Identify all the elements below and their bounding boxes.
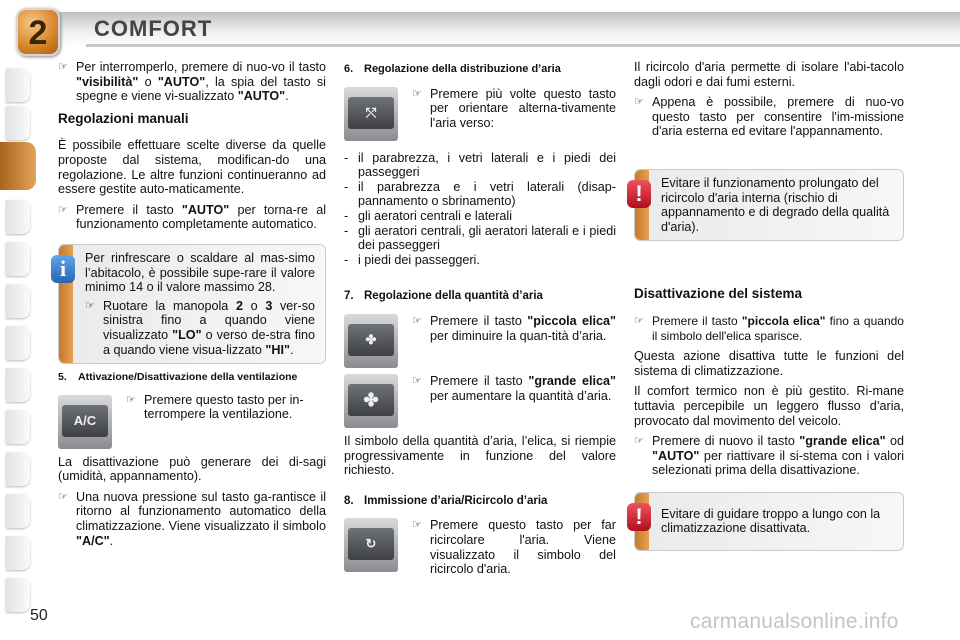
chapter-tab[interactable]: [6, 368, 30, 402]
hand-pointer-icon: ☞: [58, 490, 68, 503]
instruction-row: [344, 87, 616, 141]
list-item: - il parabrezza, i vetri laterali e i piedi dei passeggeri: [344, 150, 616, 180]
column-1: [58, 60, 326, 554]
chapter-tab[interactable]: [6, 536, 30, 570]
small-fan-icon: ✤: [348, 324, 394, 356]
info-icon: i: [51, 255, 75, 283]
subsection-heading: 5. Attivazione/Disattivazione della ventilazione: [58, 371, 298, 384]
warning-icon: !: [627, 180, 651, 208]
bullet-item: ☞ Premere il tasto "grande elica" per aumentare la quantità d’aria.: [412, 373, 616, 403]
bullet-item: ☞ Una nuova pressione sul tasto ga-rantisce il ritorno al funzionamento automatico della climatizzazione. Viene visualizzato il simbolo "A/C".: [58, 489, 326, 548]
bullet-item: ☞ Premere questo tasto per in-terrompere la ventilazione.: [126, 392, 304, 422]
chapter-tab[interactable]: [6, 452, 30, 486]
chapter-badge: 2: [16, 8, 60, 56]
page-title: COMFORT: [94, 16, 213, 41]
bullet-item: ☞ Premere il tasto "piccola elica" per diminuire la quan-tità d’aria.: [412, 313, 616, 343]
instruction-row: [344, 314, 616, 368]
warning-icon: !: [627, 503, 651, 531]
list-item: - gli aeratori centrali, gli aeratori laterali e i piedi dei passeggeri: [344, 223, 616, 253]
bullet-item: ☞ Premere più volte questo tasto per orientare alterna-tivamente l'aria verso:: [412, 86, 616, 130]
section-heading: Regolazioni manuali: [58, 110, 189, 126]
hand-pointer-icon: ☞: [126, 393, 136, 406]
recirculation-button[interactable]: [344, 518, 398, 572]
subsection-heading: 8. Immissione d’aria/Ricircolo d’aria: [344, 494, 548, 507]
recirculation-icon: ↻: [348, 528, 394, 560]
chapter-tab-active[interactable]: [0, 142, 36, 190]
hand-pointer-icon: ☞: [58, 61, 68, 73]
column-3: [634, 60, 904, 557]
instruction-row: [344, 374, 616, 428]
info-box: i Per rinfrescare o scaldare al mas-simo l’abitacolo, è possibile supe-rare il valore minimo 14 o il valore massimo 28. ☞ Ruotare la manopola 2 o 3 ver-so sinistra fino a quando viene visualizzato "LO" o verso de-stra fino a quando viene visua-lizzato "HI".: [58, 244, 326, 364]
instruction-row: [344, 518, 616, 582]
ac-button[interactable]: A/C: [58, 395, 112, 449]
bullet-item: ☞ Premere il tasto "AUTO" per torna-re al funzionamento completamente automatico.: [58, 202, 326, 232]
hand-pointer-icon: ☞: [634, 435, 644, 448]
large-fan-icon: ✤: [348, 384, 394, 416]
paragraph: La disattivazione può generare dei di-sagi (umidità, appannamento).: [58, 454, 326, 484]
bullet-item: ☞ Ruotare la manopola 2 o 3 ver-so sinistra fino a quando viene visualizzato "LO" o verso de-stra fino a quando viene visua-lizzato "HI".: [85, 298, 315, 357]
list-item: - i piedi dei passeggeri.: [344, 252, 480, 267]
list-item: - il parabrezza e i vetri laterali (disap-pannamento o sbrinamento): [344, 179, 616, 209]
bullet-item: ☞ Per interromperlo, premere di nuo-vo il tasto "visibilità" o "AUTO", la spia del tasto si spegne e viene vi-sualizzato "AUTO".: [58, 60, 326, 104]
page-header: [0, 0, 960, 52]
bullet-item: ☞ Premere di nuovo il tasto "grande elica" od "AUTO" per riattivare il si-stema con i valori selezionati prima della disattivazione.: [634, 434, 904, 478]
column-2: [344, 60, 616, 589]
subsection-heading: 6. Regolazione della distribuzione d’aria: [344, 63, 561, 75]
paragraph: Il simbolo della quantità d’aria, l’elica, si riempie progressivamente in funzione del valore richiesto.: [344, 433, 616, 478]
section-heading: Disattivazione del sistema: [634, 286, 803, 302]
paragraph: Questa azione disattiva tutte le funzioni del sistema di climatizzazione.: [634, 349, 904, 378]
distribution-list: [344, 151, 616, 268]
air-distribution-icon: ⤲: [348, 97, 394, 129]
chapter-tab[interactable]: [6, 68, 30, 102]
hand-pointer-icon: ☞: [85, 299, 95, 312]
hand-pointer-icon: ☞: [412, 519, 422, 532]
paragraph: Il ricircolo d'aria permette di isolare l'abi-tacolo dagli odori e dai fumi esterni.: [634, 60, 904, 89]
warning-box: ! Evitare il funzionamento prolungato del ricircolo d'aria interna (rischio di appannamento e di degrado della qualità d'aria).: [634, 169, 904, 241]
hand-pointer-icon: ☞: [634, 96, 644, 109]
chapter-tab[interactable]: [6, 242, 30, 276]
hand-pointer-icon: ☞: [412, 87, 422, 100]
watermark: carmanualsonline.info: [690, 610, 899, 633]
hand-pointer-icon: ☞: [412, 314, 422, 327]
chapter-tabs: [0, 58, 36, 618]
hand-pointer-icon: ☞: [634, 314, 644, 327]
large-fan-button[interactable]: [344, 374, 398, 428]
bullet-item: ☞ Premere questo tasto per far ricircolare l'aria. Viene visualizzato il simbolo del ricircolo d'aria.: [412, 518, 616, 577]
small-fan-button[interactable]: [344, 314, 398, 368]
list-item: - gli aeratori centrali e laterali: [344, 208, 512, 223]
chapter-tab[interactable]: [6, 200, 30, 234]
bullet-item: ☞ Premere il tasto "piccola elica" fino a quando il simbolo dell'elica sparisce.: [634, 313, 904, 343]
air-distribution-button[interactable]: [344, 87, 398, 141]
subsection-heading: 7. Regolazione della quantità d’aria: [344, 290, 543, 303]
paragraph: Il comfort termico non è più gestito. Ri-mane tuttavia percepibile un leggero flusso d’aria, provocato dal movimento del veicolo.: [634, 384, 904, 428]
page-number: 50: [30, 607, 48, 624]
chapter-tab[interactable]: [6, 284, 30, 318]
paragraph: È possibile effettuare scelte diverse da quelle proposte dal sistema, modifican-do una regolazione. Le altre funzioni continueranno ad essere gestite auto-maticamente.: [58, 138, 326, 197]
header-rule: [86, 44, 960, 47]
bullet-item: ☞ Appena è possibile, premere di nuo-vo questo tasto per consentire l'im-missione d'aria esterna ed evitare l'appannamento.: [634, 95, 904, 139]
chapter-tab[interactable]: [6, 106, 30, 140]
chapter-tab[interactable]: [6, 494, 30, 528]
chapter-tab[interactable]: [6, 578, 30, 612]
chapter-tab[interactable]: [6, 410, 30, 444]
hand-pointer-icon: ☞: [412, 374, 422, 387]
warning-box: ! Evitare di guidare troppo a lungo con la climatizzazione disattivata.: [634, 492, 904, 551]
hand-pointer-icon: ☞: [58, 203, 68, 216]
chapter-tab[interactable]: [6, 326, 30, 360]
instruction-row: [58, 392, 326, 449]
